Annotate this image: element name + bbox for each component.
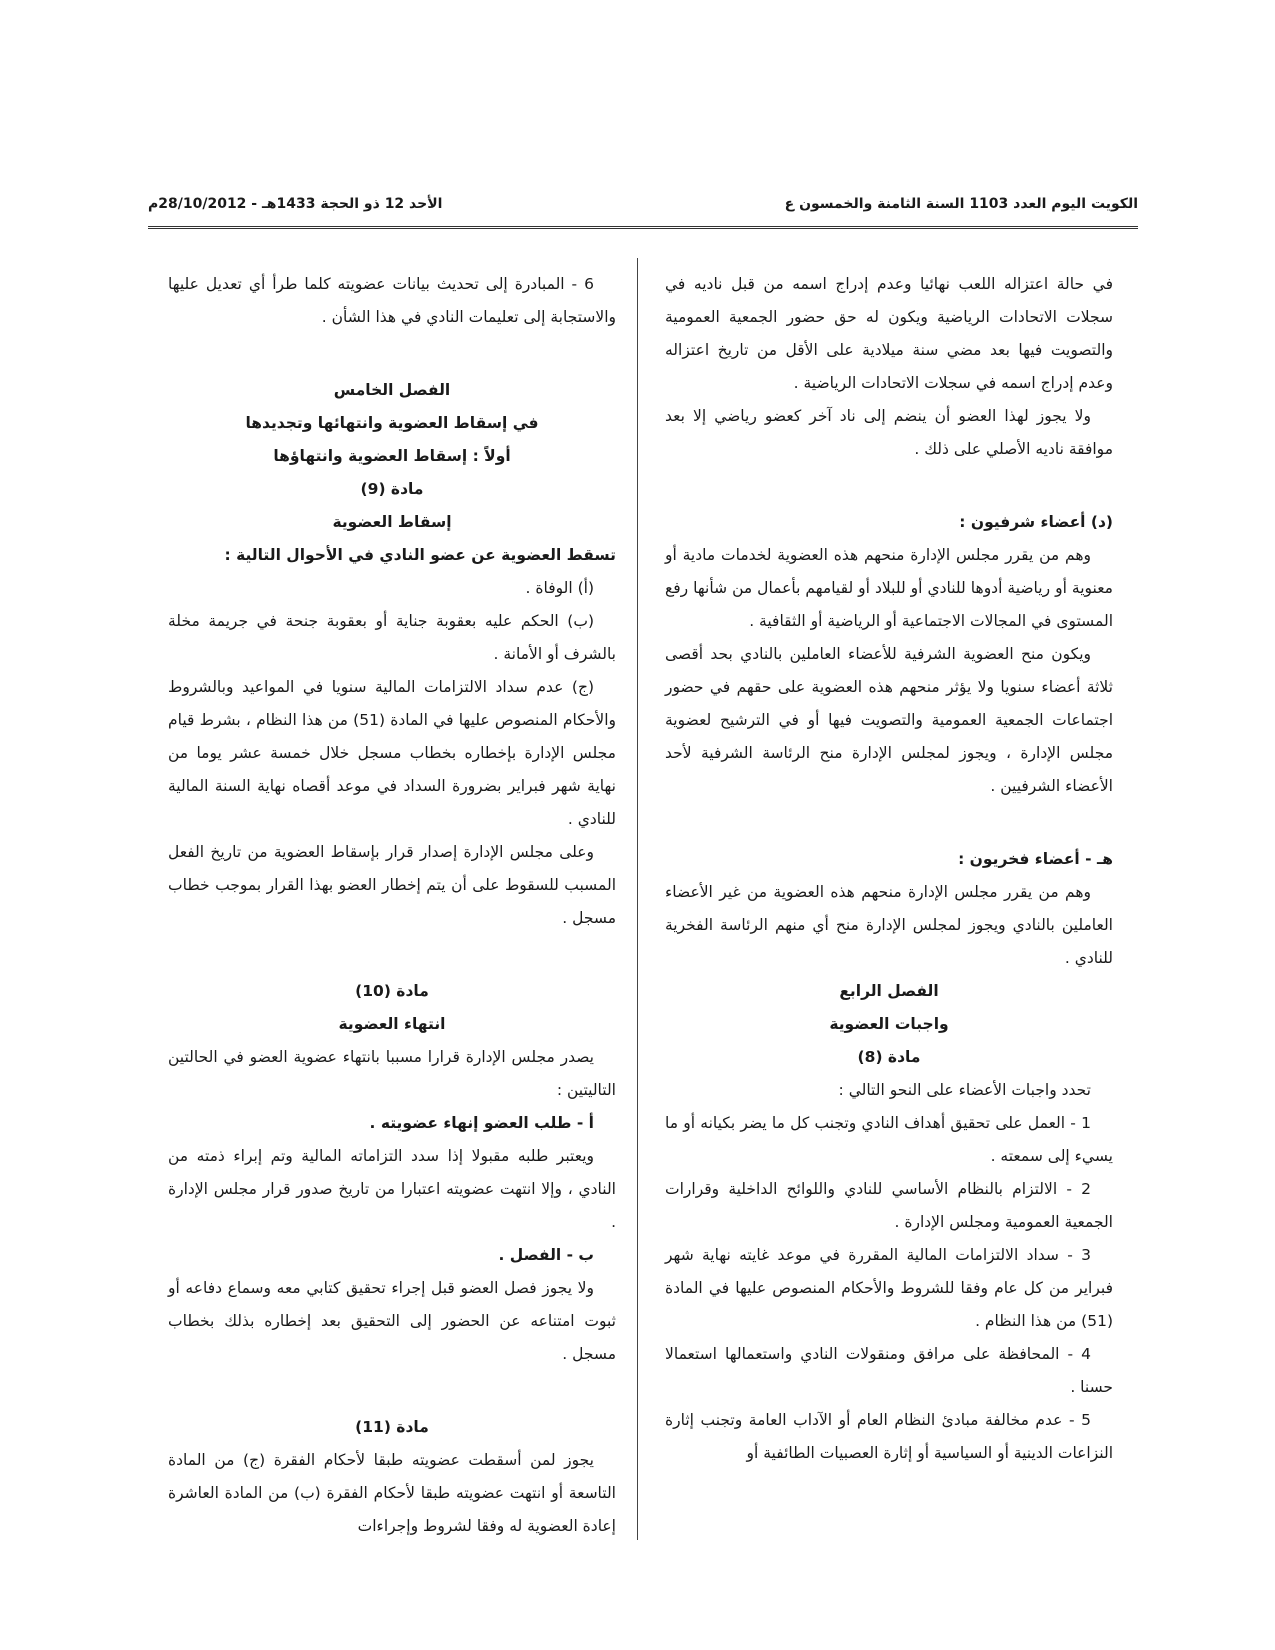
article-lead: تسقط العضوية عن عضو النادي في الأحوال التالية : [224,546,616,564]
paragraph: تحدد واجبات الأعضاء على النحو التالي : [838,1081,1091,1099]
header-rule [148,226,1138,229]
chapter-heading: الفصل الرابع [839,982,939,1000]
subheading: أ - طلب العضو إنهاء عضويته . [369,1114,594,1132]
subheading-fakhri: هـ - أعضاء فخريون : [958,850,1113,868]
article-title: إسقاط العضوية [332,513,452,531]
list-item: 3 - سداد الالتزامات المالية المقررة في موعد غايته نهاية شهر فبراير من كل عام وفقا للشروط والأحكام المنصوص عليها في المادة (51) من هذا النظام . [665,1246,1113,1330]
list-item: (ب) الحكم عليه بعقوبة جناية أو بعقوبة جنحة في جريمة مخلة بالشرف أو الأمانة . [168,612,616,663]
page-header [148,190,1138,238]
list-item: 4 - المحافظة على مرافق ومنقولات النادي واستعمالها استعمالا حسنا . [665,1345,1113,1396]
paragraph: يجوز لمن أسقطت عضويته طبقا لأحكام الفقرة (ج) من المادة التاسعة أو انتهت عضويته طبقا لأحكام الفقرة (ب) من المادة العاشرة إعادة العضوية له وفقا لشروط وإجراءات [168,1451,616,1535]
paragraph: ولا يجوز لهذا العضو أن ينضم إلى ناد آخر كعضو رياضي إلا بعد موافقة ناديه الأصلي على ذلك . [665,407,1113,458]
paragraph: يصدر مجلس الإدارة قرارا مسببا بانتهاء عضوية العضو في الحالتين التاليتين : [168,1048,616,1099]
article-heading: مادة (10) [355,982,429,1000]
article-title: انتهاء العضوية [338,1015,446,1033]
paragraph: وهم من يقرر مجلس الإدارة منحهم هذه العضوية لخدمات مادية أو معنوية أو رياضية أدوها للنادي أو للبلاد أو لقيامهم بأعمال من شأنها رفع المستوى في المجالات الاجتماعية أو الرياضية أو الثقافية . [665,546,1113,630]
chapter-title: في إسقاط العضوية وانتهائها وتجديدها [245,414,539,432]
article-heading: مادة (11) [355,1418,429,1436]
list-item: 2 - الالتزام بالنظام الأساسي للنادي واللوائح الداخلية وقرارات الجمعية العمومية ومجلس الإدارة . [665,1180,1113,1231]
paragraph: وعلى مجلس الإدارة إصدار قرار بإسقاط العضوية من تاريخ الفعل المسبب للسقوط على أن يتم إخطار العضو بهذا القرار بموجب خطاب مسجل . [168,843,616,927]
chapter-title: واجبات العضوية [829,1015,949,1033]
paragraph: في حالة اعتزاله اللعب نهائيا وعدم إدراج اسمه من قبل ناديه في سجلات الاتحادات الرياضية ويكون له حق حضور الجمعية العمومية والتصويت فيها بعد مضي سنة ميلادية على الأقل من تاريخ اعتزاله وعدم إدراج اسمه في سجلات الاتحادات الرياضية . [665,275,1113,392]
list-item: 6 - المبادرة إلى تحديث بيانات عضويته كلما طرأ أي تعديل عليها والاستجابة إلى تعليمات النادي في هذا الشأن . [168,275,616,326]
header-date: الأحد 12 ذو الحجة 1433هـ - 28/10/2012م [148,196,443,212]
right-column [665,268,1113,1498]
left-column [168,268,616,1535]
paragraph: ولا يجوز فصل العضو قبل إجراء تحقيق كتابي معه وسماع دفاعه أو ثبوت امتناعه عن الحضور إلى التحقيق بعد إخطاره بذلك بخطاب مسجل . [168,1279,616,1363]
column-divider [637,258,638,1540]
subheading-honorary: (د) أعضاء شرفيون : [959,513,1113,531]
header-issue-info: الكويت اليوم العدد 1103 السنة الثامنة والخمسون ع [784,196,1138,212]
subheading: ب - الفصل . [498,1246,594,1264]
list-item: 1 - العمل على تحقيق أهداف النادي وتجنب كل ما يضر بكيانه أو ما يسيء إلى سمعته . [665,1114,1113,1165]
section-heading: أولاً : إسقاط العضوية وانتهاؤها [273,447,511,465]
article-heading: مادة (9) [360,480,424,498]
list-item: (أ) الوفاة . [525,579,594,597]
paragraph: ويعتبر طلبه مقبولا إذا سدد التزاماته المالية وتم إبراء ذمته من النادي ، وإلا انتهت عضويته اعتبارا من تاريخ صدور قرار مجلس الإدارة . [168,1147,616,1231]
list-item: (ج) عدم سداد الالتزامات المالية سنويا في المواعيد وبالشروط والأحكام المنصوص عليها في المادة (51) من هذا النظام ، بشرط قيام مجلس الإدارة بإخطاره بخطاب مسجل خلال خمسة عشر يوما من نهاية شهر فبراير بضرورة السداد في موعد أقصاه نهاية السنة المالية للنادي . [168,678,616,828]
list-item: 5 - عدم مخالفة مبادئ النظام العام أو الآداب العامة وتجنب إثارة النزاعات الدينية أو السياسية أو إثارة العصبيات الطائفية أو [665,1411,1113,1462]
chapter-heading: الفصل الخامس [333,381,451,399]
paragraph: ويكون منح العضوية الشرفية للأعضاء العاملين بالنادي بحد أقصى ثلاثة أعضاء سنويا ولا يؤثر منحهم هذه العضوية على حقهم في حضور اجتماعات الجمعية العمومية والتصويت فيها أو في الترشيح لعضوية مجلس الإدارة ، ويجوز لمجلس الإدارة منح الرئاسة الشرفية لأحد الأعضاء الشرفيين . [665,645,1113,795]
article-heading: مادة (8) [857,1048,921,1066]
paragraph: وهم من يقرر مجلس الإدارة منحهم هذه العضوية من غير الأعضاء العاملين بالنادي ويجوز لمجلس الإدارة منح أي منهم الرئاسة الفخرية للنادي . [665,883,1113,967]
